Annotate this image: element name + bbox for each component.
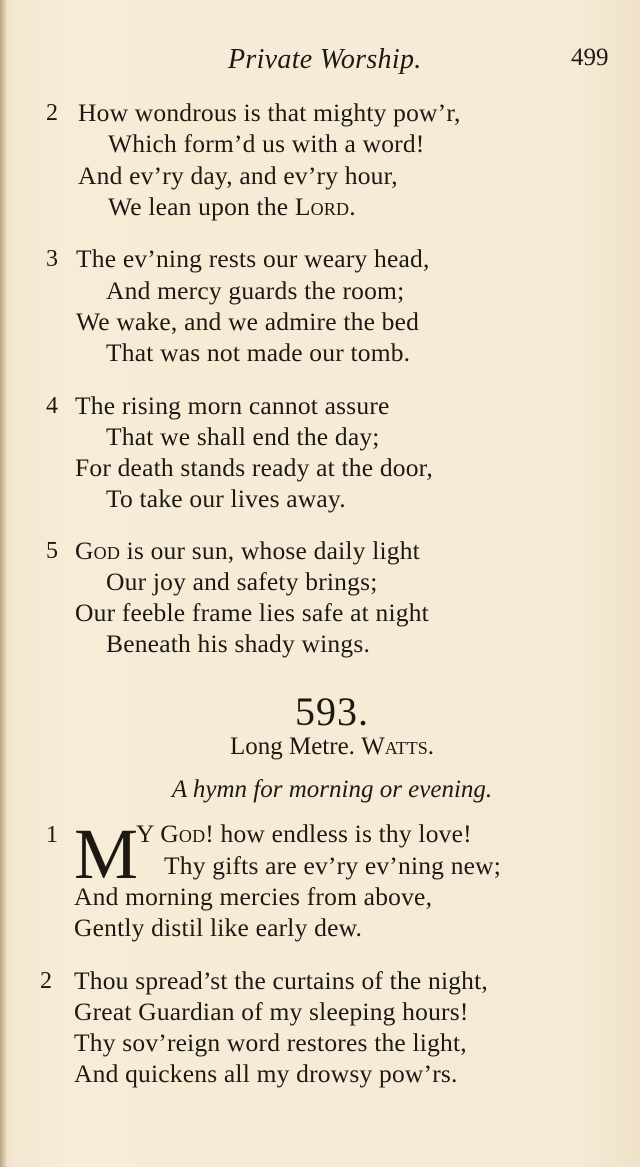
verse-line: That was not made our tomb.: [106, 338, 411, 367]
hymn-subtitle: A hymn for morning or evening.: [171, 776, 493, 803]
stanza-number: 2: [40, 968, 52, 994]
verse-line: The ev’ning rests our weary head,: [76, 244, 430, 273]
author-name: Watts: [361, 733, 428, 760]
stanza-number: 1: [46, 822, 58, 848]
verse-line: Thy gifts are ev’ry ev’ning new;: [164, 851, 502, 880]
verse-line: Beneath his shady wings.: [106, 629, 371, 658]
verse-line: Our joy and safety brings;: [106, 567, 378, 596]
page-number: 499: [571, 44, 609, 71]
stanza-number: 5: [46, 538, 58, 564]
verse-line: We lean upon the Lord.: [108, 192, 356, 221]
verse-line: We wake, and we admire the bed: [76, 307, 420, 336]
page-gutter: [0, 0, 6, 1167]
stanza-number: 3: [46, 246, 58, 272]
verse-line: Our feeble frame lies safe at night: [75, 598, 429, 627]
verse-line: Thy sov’reign word restores the light,: [74, 1028, 467, 1057]
verse-line: The rising morn cannot assure: [75, 391, 390, 420]
drop-cap: M: [74, 814, 139, 894]
stanza-number: 2: [46, 100, 58, 126]
verse-line: How wondrous is that mighty pow’r,: [78, 98, 461, 127]
verse-line: And ev’ry day, and ev’ry hour,: [78, 161, 398, 190]
verse-line: Thou spread’st the curtains of the night,: [74, 966, 488, 995]
stanza-number: 4: [46, 393, 58, 419]
verse-line: Which form’d us with a word!: [108, 129, 425, 158]
small-caps-word: God: [160, 819, 206, 848]
verse-line: And morning mercies from above,: [74, 882, 433, 911]
small-caps-word: God: [75, 536, 121, 565]
small-caps-word: Lord: [294, 192, 350, 221]
verse-line: That we shall end the day;: [106, 422, 380, 451]
verse-line: Great Guardian of my sleeping hours!: [74, 997, 469, 1026]
running-head: Private Worship.: [228, 44, 422, 75]
verse-line: For death stands ready at the door,: [75, 453, 433, 482]
verse-line: To take our lives away.: [106, 484, 346, 513]
verse-line: And quickens all my drowsy pow’rs.: [74, 1059, 458, 1088]
verse-line: And mercy guards the room;: [106, 276, 405, 305]
verse-line: Y God! how endless is thy love!: [136, 819, 472, 848]
verse-line: God is our sun, whose daily light: [75, 536, 420, 565]
verse-line: Gently distil like early dew.: [74, 913, 363, 942]
metre-line: Long Metre. Watts.: [229, 733, 435, 760]
hymn-number: 593.: [295, 689, 369, 734]
